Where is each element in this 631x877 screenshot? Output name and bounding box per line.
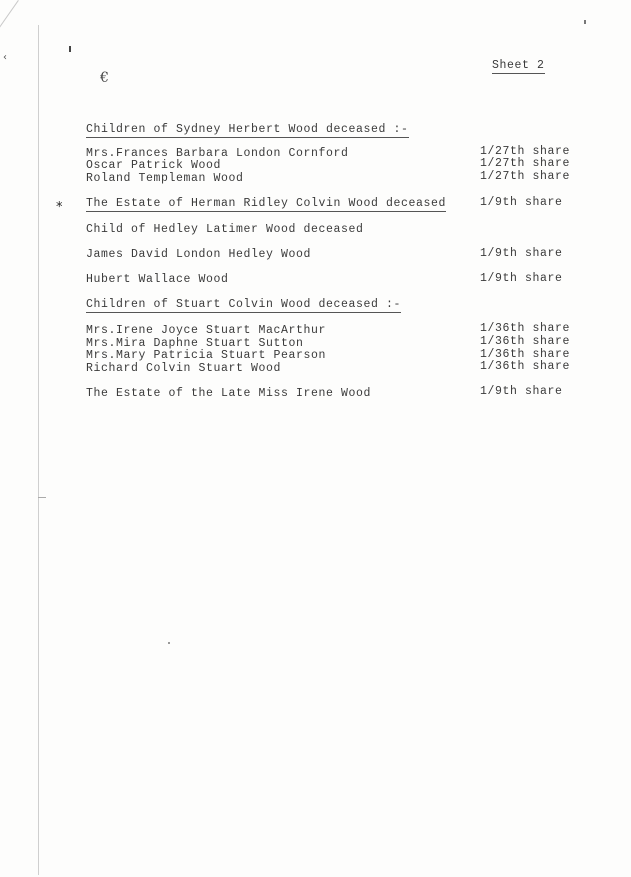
entry-share: 1/27th share [480, 145, 571, 158]
entry-share: 1/9th share [480, 247, 563, 260]
corner-speck [584, 20, 586, 24]
paper-speck [168, 642, 170, 644]
entry-name: James David London Hedley Wood [86, 248, 312, 261]
entry-share: 1/36th share [480, 322, 571, 335]
section-heading-stuart: Children of Stuart Colvin Wood deceased :- [86, 298, 402, 311]
entry-share: 1/27th share [480, 157, 571, 170]
entry-share: 1/36th share [480, 360, 571, 373]
sheet-label: Sheet 2 [492, 59, 545, 72]
entry-share: 1/27th share [480, 170, 571, 183]
entry-name: Hubert Wallace Wood [86, 273, 229, 286]
section-heading-sydney: Children of Sydney Herbert Wood deceased :- [86, 123, 409, 136]
entry-share: 1/9th share [480, 272, 563, 285]
entry-name: Oscar Patrick Wood [86, 159, 222, 172]
entry-share: 1/9th share [480, 385, 563, 398]
entry-name: Mrs.Mira Daphne Stuart Sutton [86, 337, 304, 350]
entry-share: 1/36th share [480, 348, 571, 361]
entry-share: 1/9th share [480, 196, 563, 209]
corner-stroke [0, 0, 19, 33]
section-heading-herman: The Estate of Herman Ridley Colvin Wood deceased [86, 197, 447, 210]
page-edge-line [38, 25, 39, 875]
margin-tick [38, 497, 46, 498]
entry-name: Mrs.Irene Joyce Stuart MacArthur [86, 324, 327, 337]
handwritten-mark-icon: € [100, 70, 109, 86]
marginal-asterisk-icon: * [56, 200, 63, 215]
entry-name: Mrs.Frances Barbara London Cornford [86, 147, 349, 160]
entry-name: Richard Colvin Stuart Wood [86, 362, 282, 375]
entry-name: Mrs.Mary Patricia Stuart Pearson [86, 349, 327, 362]
tick-mark [69, 46, 71, 52]
entry-name: The Estate of the Late Miss Irene Wood [86, 387, 372, 400]
entry-name: Roland Templeman Wood [86, 172, 244, 185]
entry-share: 1/36th share [480, 335, 571, 348]
left-margin-mark-icon: ‹ [3, 52, 7, 63]
section-heading-hedley: Child of Hedley Latimer Wood deceased [86, 223, 364, 236]
